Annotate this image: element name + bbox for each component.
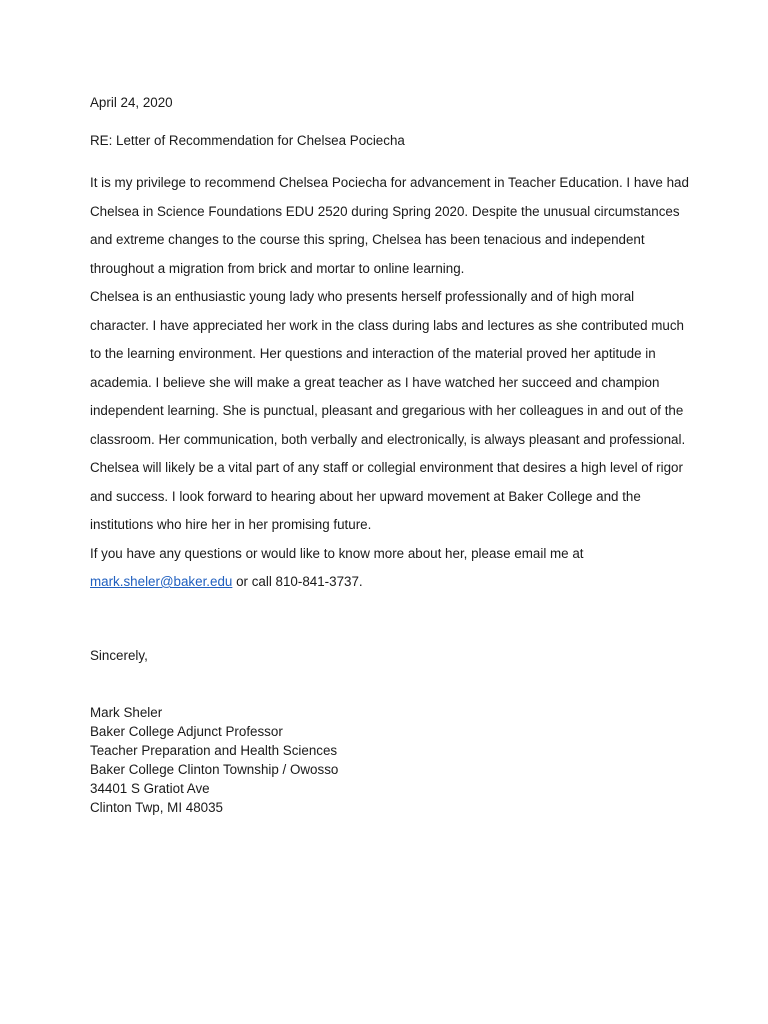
letter-date: April 24, 2020 [90,95,173,110]
contact-phone-text: or call 810-841-3737. [232,574,363,589]
signature-city: Clinton Twp, MI 48035 [90,799,223,815]
signature-department: Teacher Preparation and Health Sciences [90,742,338,758]
letter-content [90,94,690,817]
paragraph-character: Chelsea is an enthusiastic young lady who presents herself professionally and of high moral character. I have appreciated her work in the class during labs and lectures as she contributed much to the learning environment. Her questions and interaction of the material proved her aptitude in academia. I believe she will make a great teacher as I have watched her succeed and champion independent learning. She is punctual, pleasant and gregarious with her colleagues in and out of the classroom. Her communication, both verbally and electronically, is always pleasant and professional. Chelsea will likely be a vital part of any staff or collegial environment that desires a high level of rigor and success. I look forward to hearing about her upward movement at Baker College and the institutions who hire her in her promising future. [90,289,686,532]
signature-block [90,703,690,817]
signature-campus: Baker College Clinton Township / Owosso [90,761,339,777]
contact-intro-text: If you have any questions or would like to know more about her, please email me at [90,545,584,561]
paragraph-recommendation: It is my privilege to recommend Chelsea Pociecha for advancement in Teacher Education. I have had Chelsea in Science Foundations EDU 2520 during Spring 2020. Despite the unusual circumstances and extreme changes to the course this spring, Chelsea has been tenacious and independent throughout a migration from brick and mortar to online learning. [90,175,689,276]
signature-title: Baker College Adjunct Professor [90,723,283,739]
signature-street: 34401 S Gratiot Ave [90,780,210,796]
signature-name: Mark Sheler [90,704,163,720]
paragraph-contact [90,540,690,597]
letter-subject: RE: Letter of Recommendation for Chelsea Pociecha [90,133,405,148]
letter-body [90,169,690,597]
letter-closing: Sincerely, [90,647,148,663]
email-link[interactable]: mark.sheler@baker.edu [90,574,233,589]
